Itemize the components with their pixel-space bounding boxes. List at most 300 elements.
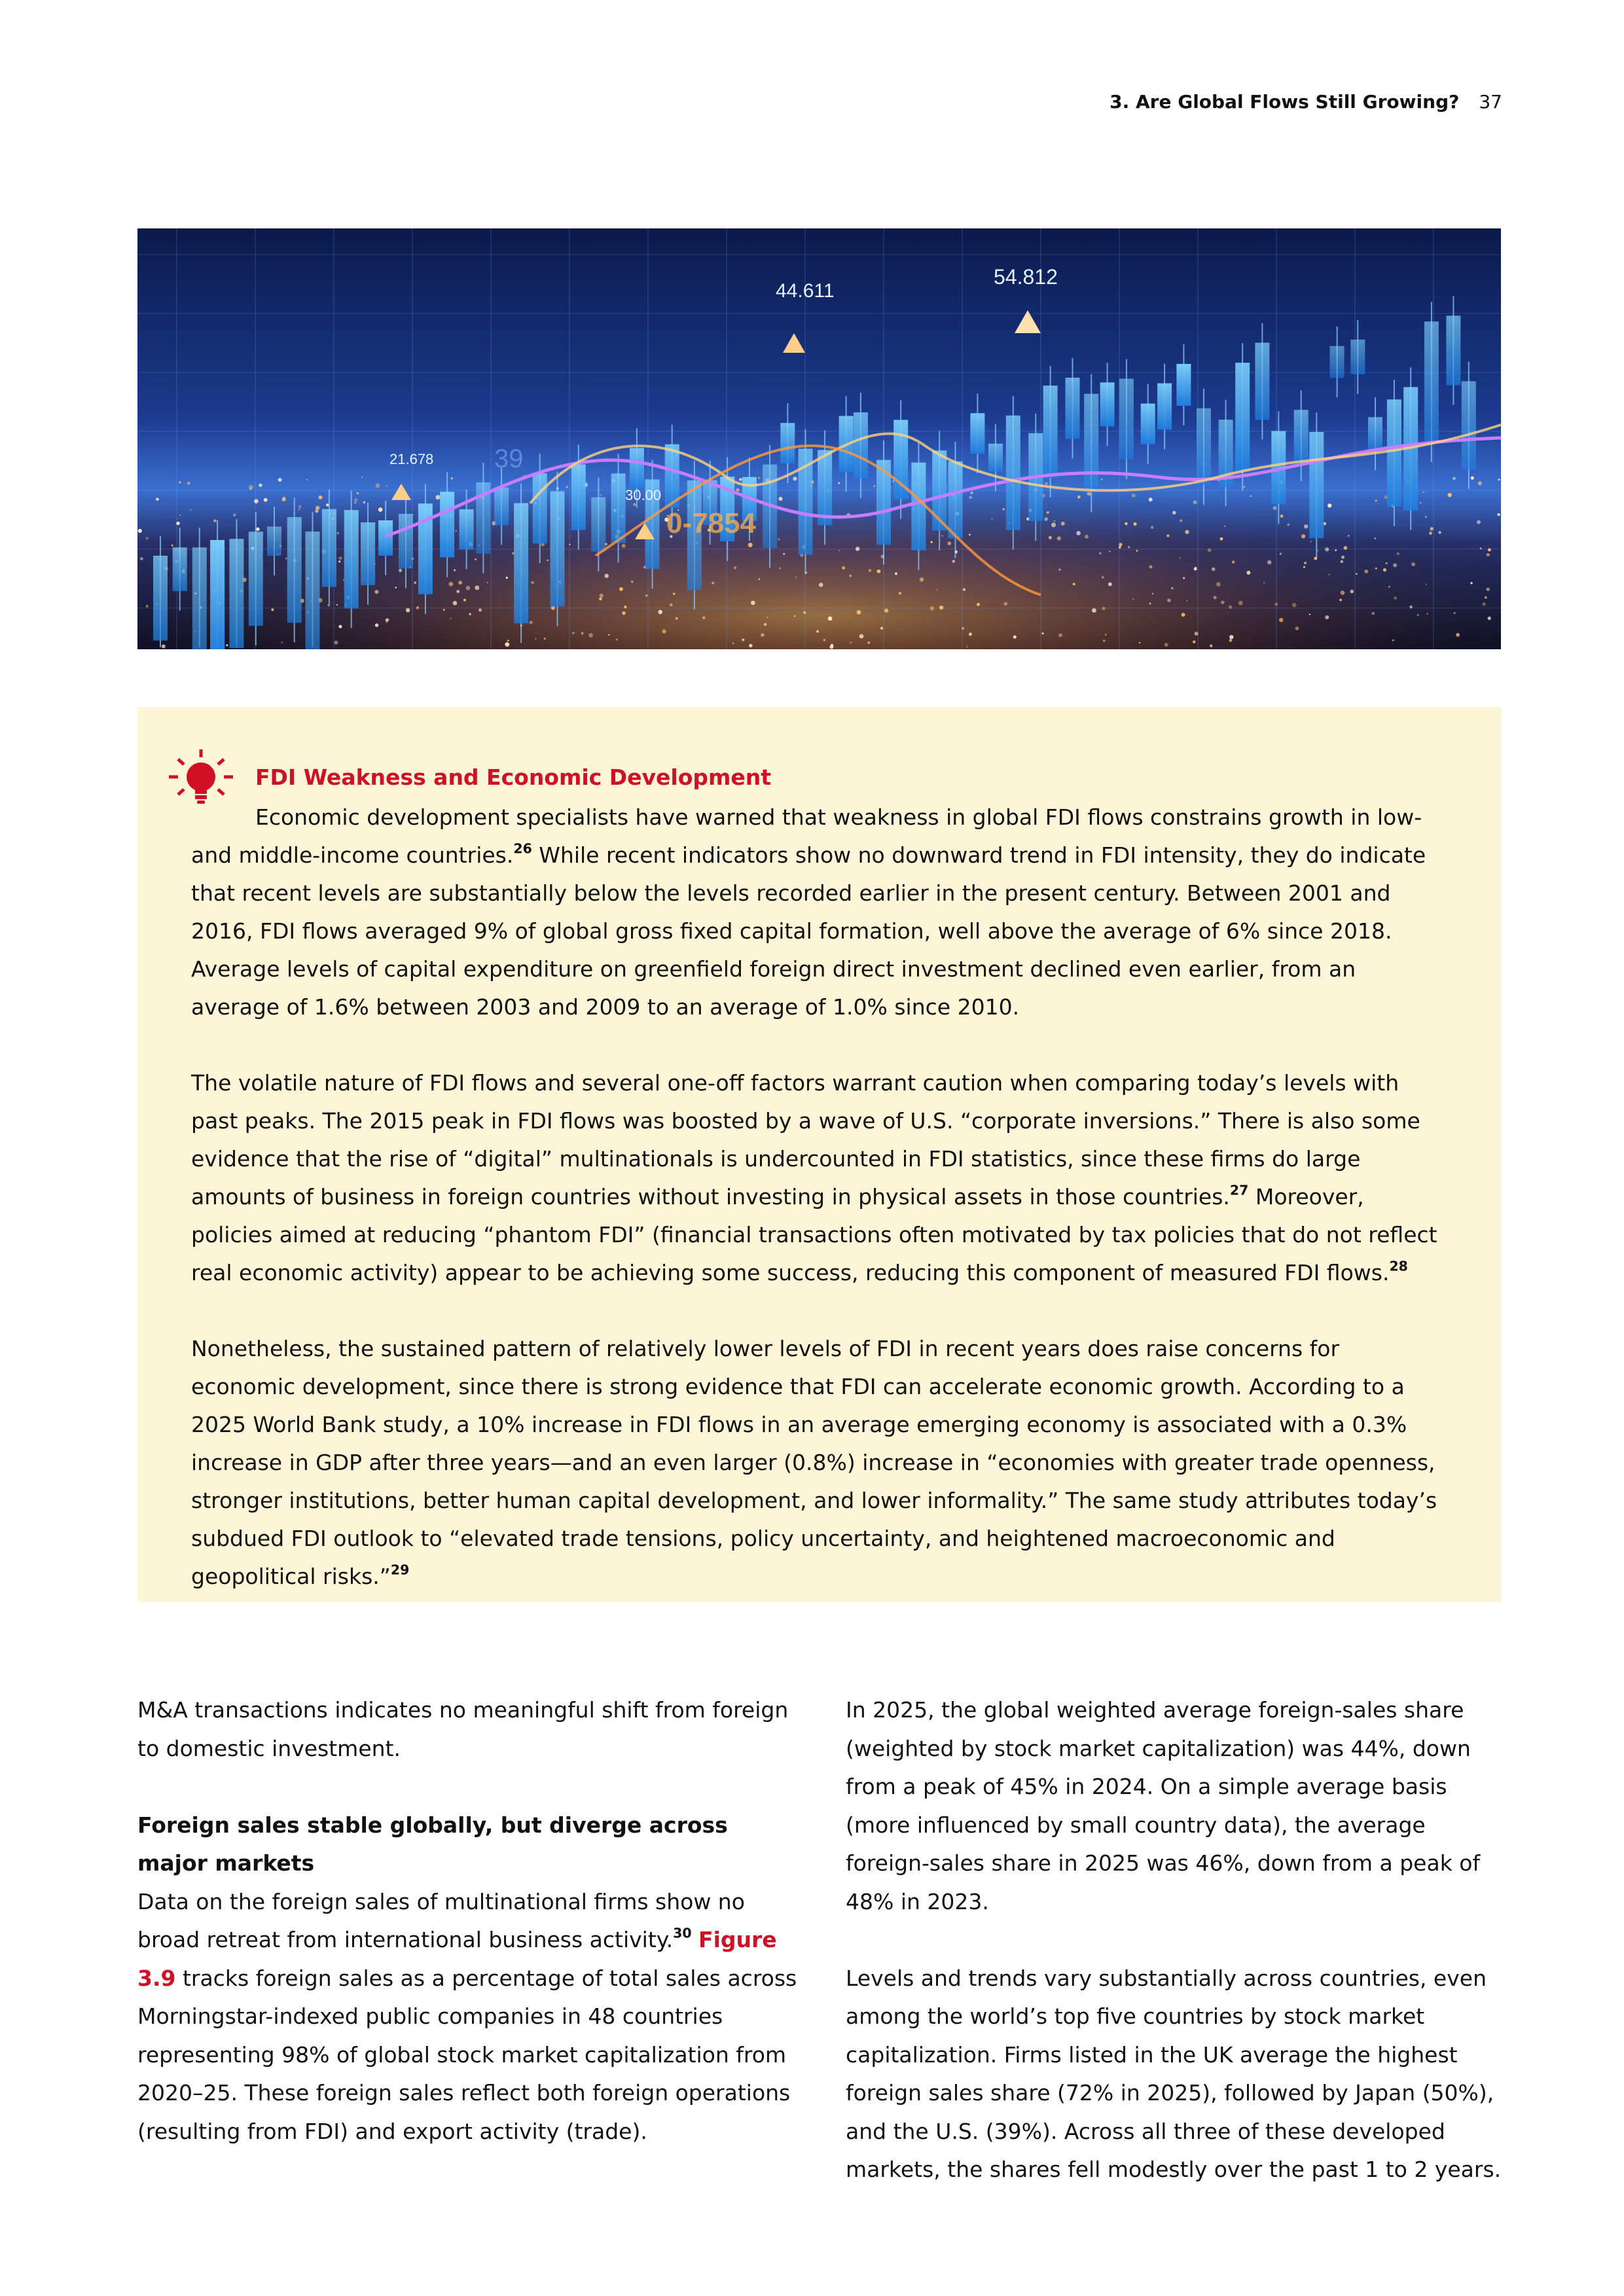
hero-candle-body xyxy=(591,497,605,552)
hero-city-light xyxy=(1485,596,1487,599)
hero-city-light xyxy=(1013,636,1017,639)
figure-link[interactable]: Figure 3.9 xyxy=(137,1927,777,1991)
hero-city-light xyxy=(1383,568,1386,571)
hero-city-light xyxy=(1386,562,1388,564)
hero-city-light xyxy=(339,557,342,560)
hero-city-light xyxy=(416,606,419,609)
hero-city-light xyxy=(1397,552,1399,555)
hero-city-light xyxy=(795,577,797,578)
hero-city-light xyxy=(386,619,389,622)
hero-city-light xyxy=(622,611,626,615)
hero-city-light xyxy=(1488,617,1491,620)
hero-city-light xyxy=(930,606,934,610)
hero-city-light xyxy=(176,522,179,525)
hero-candle-body xyxy=(229,539,244,648)
hero-city-light xyxy=(449,582,454,586)
hero-city-light xyxy=(633,503,636,506)
hero-city-light xyxy=(213,520,217,523)
hero-city-light xyxy=(1420,502,1422,504)
hero-city-light xyxy=(936,589,937,590)
hero-city-light xyxy=(588,633,593,637)
hero-city-light xyxy=(1348,535,1350,537)
hero-label: 39 xyxy=(494,444,524,473)
hero-city-light xyxy=(1194,567,1197,571)
hero-city-light xyxy=(1186,600,1187,601)
hero-candle-body xyxy=(249,531,263,626)
hero-city-light xyxy=(1301,534,1305,538)
hero-city-light xyxy=(1101,478,1103,480)
hero-city-light xyxy=(399,569,402,572)
hero-city-light xyxy=(1149,565,1153,569)
hero-city-light xyxy=(1125,522,1127,525)
hero-city-light xyxy=(1214,596,1217,600)
hero-candle-body xyxy=(533,473,547,543)
footnote-ref[interactable]: 26 xyxy=(513,840,532,857)
hero-candle-body xyxy=(514,503,528,624)
hero-city-light xyxy=(435,495,440,499)
hero-city-light xyxy=(1044,517,1048,521)
hero-city-light xyxy=(895,573,897,575)
hero-city-light xyxy=(282,497,285,500)
hero-city-light xyxy=(1478,481,1482,485)
hero-city-light xyxy=(749,644,752,647)
hero-city-light xyxy=(1498,478,1500,480)
hero-city-light xyxy=(969,633,972,636)
hero-city-light xyxy=(884,609,888,613)
hero-city-light xyxy=(140,557,143,560)
hero-city-light xyxy=(179,514,181,516)
hero-city-light xyxy=(764,623,767,626)
hero-city-light xyxy=(316,506,320,511)
hero-city-light xyxy=(326,503,329,506)
hero-label: 21.678 xyxy=(389,451,434,467)
hero-city-light xyxy=(354,498,357,501)
hero-city-light xyxy=(1295,626,1299,630)
hero-city-light xyxy=(1057,537,1061,541)
hero-city-light xyxy=(712,582,714,584)
hero-city-light xyxy=(475,558,477,560)
hero-city-light xyxy=(1430,527,1434,530)
hero-city-light xyxy=(327,605,329,606)
hero-candle-body xyxy=(1141,404,1155,444)
hero-candle-body xyxy=(1387,399,1401,507)
hero-city-light xyxy=(1224,526,1225,527)
hero-city-light xyxy=(1182,613,1185,617)
hero-candle-body xyxy=(1330,346,1344,378)
hero-city-light xyxy=(778,539,780,541)
hero-city-light xyxy=(1132,493,1136,497)
hero-city-light xyxy=(1221,601,1224,604)
hero-city-light xyxy=(376,484,380,488)
hero-candle-body xyxy=(571,465,586,531)
hero-city-light xyxy=(962,627,964,630)
hero-city-light xyxy=(1185,530,1189,534)
hero-city-light xyxy=(451,477,453,479)
hero-city-light xyxy=(1210,645,1212,647)
hero-city-light xyxy=(1426,584,1427,585)
hero-city-light xyxy=(1350,590,1354,594)
hero-city-light xyxy=(939,605,943,609)
hero-candle-body xyxy=(1197,408,1211,486)
callout-text: Moreover, policies aimed at reducing “phantom FDI” (financial transactions often motivated by tax policies that do not reflect real economic activity) appear to be achieving some success, reducing this component of measured FDI flows. xyxy=(191,1184,1437,1285)
hero-city-light xyxy=(1058,634,1062,637)
hero-city-light xyxy=(732,643,734,644)
callout-text: While recent indicators show no downward trend in FDI intensity, they do indicate that recent levels are substantially below the levels recorded earlier in the present century. Between 2001 and 2016, FDI flows averaged 9% of global gross fixed capital formation, well above the average of 6% since 2018. Average levels of capital expenditure on greenfield foreign direct investment declined even earlier, from an average of 1.6% between 2003 and 2009 to an average of 1.0% since 2010. xyxy=(191,842,1426,1020)
hero-city-light xyxy=(1180,520,1182,522)
hero-city-light xyxy=(739,478,742,481)
hero-city-light xyxy=(544,637,546,639)
hero-city-light xyxy=(469,613,471,616)
hero-city-light xyxy=(920,577,924,581)
hero-city-light xyxy=(259,484,262,487)
hero-city-light xyxy=(793,476,797,480)
hero-city-light xyxy=(751,601,755,605)
hero-city-light xyxy=(378,507,383,512)
hero-city-light xyxy=(256,528,259,531)
hero-city-light xyxy=(1280,514,1284,518)
hero-city-light xyxy=(507,639,509,641)
hero-city-light xyxy=(658,610,662,615)
hero-city-light xyxy=(599,598,602,601)
hero-city-light xyxy=(581,632,584,635)
hero-city-light xyxy=(531,581,533,584)
hero-city-light xyxy=(1388,586,1390,588)
section-block xyxy=(137,1806,799,2151)
hero-city-light xyxy=(1341,556,1344,559)
hero-candle-body xyxy=(1350,340,1365,374)
hero-city-light xyxy=(948,541,952,545)
hero-candle-body xyxy=(1043,386,1058,478)
hero-city-light xyxy=(1139,642,1140,643)
hero-city-light xyxy=(1303,566,1305,568)
hero-city-light xyxy=(1164,643,1168,647)
hero-city-light xyxy=(1267,560,1271,564)
hero-city-light xyxy=(375,624,378,627)
hero-city-light xyxy=(1356,573,1358,575)
hero-city-light xyxy=(156,498,159,501)
callout-paragraph xyxy=(191,1330,1441,1596)
hero-city-light xyxy=(829,645,833,649)
fdi-callout-box xyxy=(137,707,1501,1602)
hero-city-light xyxy=(1372,612,1375,615)
hero-city-light xyxy=(1102,576,1104,578)
hero-candle-body xyxy=(911,463,926,550)
hero-city-light xyxy=(285,558,287,559)
hero-city-light xyxy=(970,492,973,495)
hero-candle-body xyxy=(399,514,413,569)
hero-city-light xyxy=(748,543,753,547)
hero-city-light xyxy=(1212,567,1216,571)
hero-city-light xyxy=(676,617,678,620)
chapter-title: 3. Are Global Flows Still Growing? xyxy=(1110,91,1460,113)
callout-text: Economic development specialists have warned that weakness in global FDI flows constrains growth in low- and middle-income countries. xyxy=(191,804,1422,868)
hero-city-light xyxy=(386,485,388,487)
hero-financial-city-image xyxy=(137,228,1501,649)
hero-city-light xyxy=(146,537,149,539)
hero-candle-body xyxy=(780,423,795,463)
hero-city-light xyxy=(1309,614,1310,615)
hero-candle-body xyxy=(1255,343,1269,420)
hero-city-light xyxy=(1136,550,1138,552)
hero-candle-body xyxy=(153,556,168,641)
hero-city-light xyxy=(1193,641,1195,643)
hero-city-light xyxy=(1498,513,1500,516)
hero-city-light xyxy=(1335,550,1337,552)
hero-city-light xyxy=(1417,614,1419,616)
hero-city-light xyxy=(963,588,965,591)
left-column xyxy=(137,1691,799,2151)
hero-city-light xyxy=(569,544,570,545)
hero-city-light xyxy=(1058,569,1060,571)
hero-city-light xyxy=(1108,583,1112,586)
hero-city-light xyxy=(1288,524,1290,526)
hero-city-light xyxy=(1426,613,1428,615)
hero-city-light xyxy=(969,496,972,499)
hero-candle-body xyxy=(550,492,565,607)
hero-city-light xyxy=(454,569,456,571)
hero-city-light xyxy=(758,477,761,480)
hero-city-light xyxy=(572,632,574,634)
hero-city-light xyxy=(823,639,825,641)
hero-city-light xyxy=(406,608,410,612)
hero-candle-body xyxy=(1157,384,1172,430)
hero-city-light xyxy=(1128,546,1130,548)
hero-candle-body xyxy=(988,444,1003,472)
hero-city-light xyxy=(1149,603,1151,605)
hero-city-light xyxy=(859,634,864,639)
hero-candle-body xyxy=(818,450,832,526)
hero-city-light xyxy=(842,566,845,569)
hero-city-light xyxy=(361,476,363,478)
body-paragraph xyxy=(137,1883,799,2151)
hero-city-light xyxy=(357,492,359,495)
hero-candle-body xyxy=(1368,417,1382,450)
hero-city-light xyxy=(952,560,955,563)
hero-city-light xyxy=(1448,493,1452,497)
footnote-ref[interactable]: 27 xyxy=(1229,1182,1249,1198)
hero-candle-body xyxy=(1084,394,1098,493)
hero-city-light xyxy=(506,577,508,579)
hero-city-light xyxy=(1152,593,1154,595)
hero-city-light xyxy=(306,479,308,480)
hero-city-light xyxy=(1133,522,1136,526)
hero-candle-body xyxy=(1424,321,1439,442)
hero-city-light xyxy=(856,547,859,550)
hero-city-light xyxy=(1119,547,1121,548)
hero-candle-body xyxy=(1446,315,1460,385)
hero-city-light xyxy=(869,569,871,571)
hero-city-light xyxy=(374,590,378,594)
hero-city-light xyxy=(767,617,768,618)
hero-city-light xyxy=(138,529,142,533)
hero-city-light xyxy=(271,609,274,611)
hero-city-light xyxy=(1422,492,1424,493)
hero-city-light xyxy=(179,481,181,483)
hero-city-light xyxy=(1279,618,1283,622)
hero-city-light xyxy=(857,610,861,615)
hero-city-light xyxy=(1471,476,1474,480)
hero-candle-body xyxy=(494,488,509,526)
hero-city-light xyxy=(600,594,604,598)
body-paragraph: Levels and trends vary substantially across countries, even among the world’s top five countries by stock market capitalization. Firms listed in the UK average the highest foreign sales share (72% in 2025), followed by Japan (50%), and the U.S. (39%). Across all three of these developed markets, the shares fell modestly over the past 1 to 2 years. xyxy=(846,1965,1502,2182)
hero-candle-body xyxy=(854,412,868,478)
hero-city-light xyxy=(1216,583,1221,587)
hero-city-light xyxy=(1482,602,1485,605)
hero-city-light xyxy=(1325,615,1329,619)
hero-city-light xyxy=(450,618,452,619)
hero-city-light xyxy=(803,611,806,614)
hero-candle-body xyxy=(1066,378,1080,439)
hero-city-light xyxy=(868,641,871,644)
body-text: Data on the foreign sales of multinational firms show no broad retreat from international business activity. xyxy=(137,1888,745,1952)
hero-city-light xyxy=(839,550,840,551)
hero-city-light xyxy=(1167,599,1170,602)
hero-city-light xyxy=(779,497,783,501)
hero-city-light xyxy=(1456,633,1460,637)
hero-city-light xyxy=(1273,506,1277,510)
page-number: 37 xyxy=(1479,91,1502,113)
hero-candle-body xyxy=(665,444,679,508)
hero-city-light xyxy=(1220,537,1223,541)
hero-city-light xyxy=(1339,599,1342,601)
hero-city-light xyxy=(877,569,881,573)
hero-city-light xyxy=(354,501,356,503)
hero-city-light xyxy=(1119,543,1123,547)
hero-city-light xyxy=(226,644,228,646)
hero-city-light xyxy=(1471,582,1473,584)
hero-city-light xyxy=(1375,499,1377,501)
hero-city-light xyxy=(1487,553,1490,556)
hero-city-light xyxy=(1042,632,1044,634)
hero-city-light xyxy=(1047,511,1049,514)
hero-city-light xyxy=(780,567,781,569)
hero-city-light xyxy=(1280,553,1282,555)
hero-city-light xyxy=(475,586,479,590)
hero-city-light xyxy=(190,509,191,511)
hero-city-light xyxy=(1166,535,1169,537)
hero-city-light xyxy=(1232,561,1235,564)
hero-city-light xyxy=(453,601,458,605)
hero-city-light xyxy=(171,545,173,547)
hero-city-light xyxy=(899,592,901,594)
hero-city-light xyxy=(281,641,283,643)
hero-city-light xyxy=(873,485,875,487)
hero-city-light xyxy=(1229,639,1233,642)
footnote-ref[interactable]: 30 xyxy=(673,1925,692,1941)
hero-city-light xyxy=(1109,551,1110,552)
hero-city-light xyxy=(1061,522,1065,526)
hero-city-light xyxy=(1183,577,1185,579)
hero-city-light xyxy=(505,642,509,647)
body-text: tracks foreign sales as a percentage of total sales across Morningstar-indexed public companies in 48 countries representing 98% of global stock market capitalization from 2020–25. These foreign sales reflect both foreign operations (resulting from FDI) and export activity (trade). xyxy=(137,1965,797,2144)
hero-city-light xyxy=(1092,608,1096,613)
hero-city-light xyxy=(298,509,300,510)
hero-city-light xyxy=(880,627,883,630)
hero-city-light xyxy=(1409,605,1413,609)
hero-candle-body xyxy=(460,509,474,550)
running-header xyxy=(1110,89,1502,115)
hero-city-light xyxy=(458,581,462,584)
hero-candle-body xyxy=(267,527,281,556)
hero-city-light xyxy=(1180,557,1181,558)
hero-candle-body xyxy=(378,520,393,556)
hero-city-light xyxy=(931,541,933,543)
hero-city-light xyxy=(1304,562,1307,564)
hero-city-light xyxy=(816,630,819,633)
hero-city-light xyxy=(1329,574,1330,575)
section-subheading xyxy=(137,1806,799,1883)
hero-city-light xyxy=(616,639,617,640)
hero-city-light xyxy=(742,639,744,641)
hero-candle-body xyxy=(440,492,454,557)
hero-city-light xyxy=(1304,524,1308,528)
hero-city-light xyxy=(336,604,338,605)
hero-city-light xyxy=(734,566,737,569)
hero-candle-body xyxy=(1100,382,1115,426)
hero-city-light xyxy=(1274,603,1278,606)
hero-candle-body xyxy=(306,531,320,649)
hero-city-light xyxy=(1375,567,1377,569)
hero-label: 54.812 xyxy=(994,265,1058,289)
hero-city-light xyxy=(736,488,740,492)
footnote-ref[interactable]: 28 xyxy=(1389,1258,1408,1274)
hero-candle-body xyxy=(876,460,891,545)
hero-city-light xyxy=(977,603,980,606)
hero-city-light xyxy=(783,553,785,555)
hero-city-light xyxy=(1085,535,1089,539)
hero-city-light xyxy=(673,593,675,595)
footnote-ref[interactable]: 29 xyxy=(390,1562,410,1578)
hero-city-light xyxy=(535,638,536,639)
hero-city-light xyxy=(298,505,302,509)
body-paragraph: In 2025, the global weighted average foreign-sales share (weighted by stock market capitalization) was 44%, down from a peak of 45% in 2024. On a simple average basis (more influenced by small country data), the average foreign-sales share in 2025 was 46%, down from a peak of 48% in 2023. xyxy=(846,1697,1481,1914)
hero-city-light xyxy=(456,530,457,531)
hero-city-light xyxy=(849,575,852,577)
hero-city-light xyxy=(1193,501,1197,505)
hero-city-light xyxy=(386,621,388,623)
hero-candle-body xyxy=(1006,416,1020,530)
hero-city-light xyxy=(969,534,971,536)
hero-city-light xyxy=(1229,635,1233,639)
hero-city-light xyxy=(1171,587,1173,589)
callout-paragraph xyxy=(191,798,1441,1026)
callout-title: FDI Weakness and Economic Development xyxy=(255,764,772,790)
hero-city-light xyxy=(819,583,823,587)
hero-city-light xyxy=(1263,582,1265,583)
hero-city-light xyxy=(478,609,482,612)
hero-city-light xyxy=(605,574,609,578)
hero-city-light xyxy=(1292,603,1297,607)
hero-candle-body xyxy=(1176,364,1191,406)
hero-city-light xyxy=(1246,571,1250,575)
hero-city-light xyxy=(1438,531,1441,533)
hero-candle-body xyxy=(948,461,963,539)
hero-candle-body xyxy=(1235,363,1250,471)
hero-city-light xyxy=(1195,632,1199,636)
hero-label: 44.611 xyxy=(776,280,835,302)
hero-city-light xyxy=(761,634,764,637)
hero-candle-body xyxy=(970,413,984,454)
hero-city-light xyxy=(1151,526,1154,529)
hero-city-light xyxy=(622,544,626,548)
hero-city-light xyxy=(1073,583,1075,586)
hero-city-light xyxy=(624,605,626,608)
hero-city-light xyxy=(414,582,417,584)
hero-city-light xyxy=(1045,482,1048,485)
hero-city-light xyxy=(1392,639,1394,641)
hero-city-light xyxy=(162,645,166,649)
hero-city-light xyxy=(566,486,568,488)
